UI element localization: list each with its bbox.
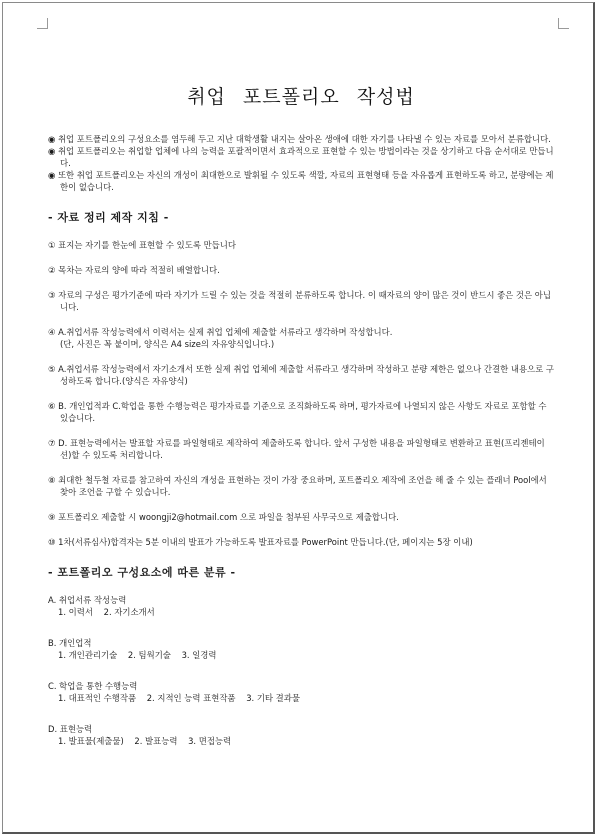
category-block bbox=[48, 637, 554, 661]
guideline-item: ③ 자료의 구성은 평가기준에 따라 자기가 드릴 수 있는 것을 적절히 분류하도록 합니다. 이 때자료의 양이 많은 것이 반드시 좋은 것은 아닙니다. bbox=[48, 290, 551, 312]
category-block bbox=[48, 594, 554, 618]
category-title: C. 학업을 통한 수행능력 bbox=[48, 681, 138, 691]
category-item: 1. 발표물(제출물) bbox=[58, 736, 124, 746]
intro-paragraph: ◉ 취업 포트폴리오는 취업할 업체에 나의 능력을 포괄적이면서 효과적으로 표현할 수 있는 방법이라는 것을 상기하고 다음 순서대로 만듭니다. bbox=[48, 146, 554, 168]
guideline-item: ⑩ 1차(서류심사)합격자는 5분 이내의 발표가 가능하도록 발표자료를 PowerPoint 만듭니다.(단, 페이지는 5장 이내) bbox=[48, 537, 473, 547]
guideline-item: ② 목차는 자료의 양에 따라 적절히 배열합니다. bbox=[48, 265, 220, 275]
intro-paragraph: ◉ 또한 취업 포트폴리오는 자신의 개성이 최대한으로 발휘될 수 있도록 색깔, 자료의 표현형태 등을 자유롭게 표현하도록 하고, 분량에는 제한이 없습니다. bbox=[48, 170, 554, 192]
category-item: 2. 발표능력 bbox=[134, 736, 178, 746]
intro-section bbox=[48, 133, 554, 193]
category-item: 1. 이력서 bbox=[58, 607, 93, 617]
page-title: 취업 포트폴리오 작성법 bbox=[187, 86, 415, 108]
guideline-item: ⑧ 최대한 철두철 자료를 참고하여 자신의 개성을 표현하는 것이 가장 중요하며, 포트폴리오 제작에 조언을 해 줄 수 있는 플래너 Pool에서 찾아 조언을 구할 수 있습니다. bbox=[48, 475, 547, 497]
categories-list bbox=[48, 594, 554, 747]
category-title: D. 표현능력 bbox=[48, 724, 93, 734]
category-title: A. 취업서류 작성능력 bbox=[48, 595, 127, 605]
category-block bbox=[48, 680, 554, 704]
margin-corner-mark bbox=[37, 18, 48, 29]
intro-paragraph: ◉ 취업 포트폴리오의 구성요소를 염두해 두고 지난 대학생활 내지는 살아온 생애에 대한 자기를 나타낼 수 있는 자료를 모아서 분류합니다. bbox=[48, 134, 551, 144]
guideline-item: ⑨ 포트폴리오 제출할 시 woongji2@hotmail.com 으로 파일을 첨부된 사무국으로 제출합니다. bbox=[48, 512, 399, 522]
category-item: 2. 자기소개서 bbox=[103, 607, 155, 617]
category-item: 2. 팀웍기술 bbox=[127, 650, 171, 660]
category-item: 3. 면접능력 bbox=[188, 736, 232, 746]
document-body bbox=[48, 82, 554, 766]
margin-corner-mark bbox=[558, 18, 569, 29]
guideline-item: ⑤ A.취업서류 작성능력에서 자기소개서 또한 실제 취업 업체에 제출할 서류라고 생각하며 작성하고 분량 제한은 없으나 간결한 내용으로 구성하도록 합니다.(양식은 자유양식) bbox=[48, 364, 554, 386]
guideline-note: (단, 사진은 꼭 붙이며, 양식은 A4 size의 자유양식입니다.) bbox=[60, 339, 275, 349]
category-block bbox=[48, 723, 554, 747]
guideline-item: ⑥ B. 개인업적과 C.학업을 통한 수행능력은 평가자료를 기준으로 조직화하도록 하며, 평가자료에 나열되지 않은 사항도 자료로 포함할 수 있습니다. bbox=[48, 401, 547, 423]
guideline-item: ① 표지는 자기를 한눈에 표현할 수 있도록 만듭니다 bbox=[48, 240, 236, 250]
guideline-item: ⑦ D. 표현능력에서는 발표할 자료를 파일형태로 제작하여 제출하도록 합니다. 앞서 구성한 내용을 파일형태로 변환하고 표현(프리젠테이션)할 수 있도록 처리합니다. bbox=[48, 438, 545, 460]
category-item: 2. 지적인 능력 표현작품 bbox=[146, 693, 236, 703]
section-heading-categories: - 포트폴리오 구성요소에 따른 분류 - bbox=[48, 566, 236, 579]
category-item: 1. 개인관리기술 bbox=[58, 650, 118, 660]
category-title: B. 개인업적 bbox=[48, 638, 92, 648]
category-item: 1. 대표적인 수행작품 bbox=[58, 693, 137, 703]
section-heading-guidelines: - 자료 정리 제작 지침 - bbox=[48, 211, 169, 224]
category-item: 3. 일경력 bbox=[181, 650, 217, 660]
guidelines-list bbox=[48, 239, 554, 548]
guideline-item: ④ A.취업서류 작성능력에서 이력서는 실제 취업 업체에 제출할 서류라고 생각하며 작성합니다. (단, 사진은 꼭 붙이며, 양식은 A4 size의 자유양식입니다.) bbox=[48, 326, 554, 350]
category-item: 3. 기타 결과물 bbox=[246, 693, 300, 703]
